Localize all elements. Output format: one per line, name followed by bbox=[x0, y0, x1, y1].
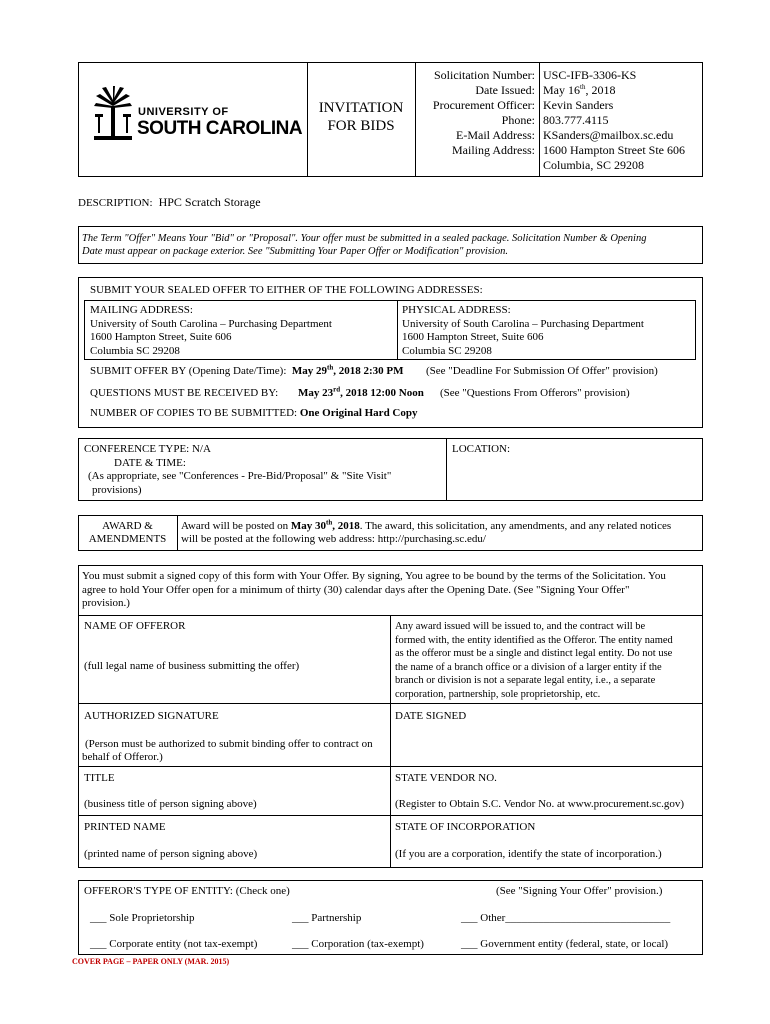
procurement-officer-label: Procurement Officer: bbox=[432, 98, 535, 112]
option-corporate-entity[interactable]: ___ Corporate entity (not tax-exempt) bbox=[90, 938, 258, 950]
mailing-address-label: Mailing Address: bbox=[452, 143, 535, 157]
award-label bbox=[78, 520, 177, 546]
state-incorporation-note: (If you are a corporation, identify the state of incorporation.) bbox=[395, 848, 662, 860]
date-issued-value: May 16th, 2018 bbox=[543, 83, 616, 97]
phone-value: 803.777.4115 bbox=[543, 113, 609, 127]
authorized-signature-field[interactable] bbox=[84, 724, 384, 738]
date-signed-label: DATE SIGNED bbox=[395, 710, 467, 722]
notice-line2: Date must appear on package exterior. See "Submitting Your Paper Offer or Modification" provision. bbox=[82, 246, 508, 257]
mailing-line2: 1600 Hampton Street, Suite 606 bbox=[90, 331, 232, 343]
procurement-officer-value: Kevin Sanders bbox=[543, 98, 614, 112]
offer-deadline-row bbox=[90, 365, 404, 377]
entity-note-line5: branch or division is not a separate legal entity, i.e., a separate bbox=[395, 675, 656, 686]
description-value: HPC Scratch Storage bbox=[158, 195, 261, 209]
physical-address-block bbox=[402, 304, 644, 358]
award-text bbox=[181, 520, 671, 546]
solicitation-number-value: USC-IFB-3306-KS bbox=[543, 68, 637, 82]
award-text-line1: Award will be posted on May 30th, 2018. The award, this solicitation, any amendments, and any related notices bbox=[181, 518, 672, 532]
offer-intro bbox=[82, 570, 666, 611]
conference-block bbox=[84, 443, 391, 497]
entity-note-line2: formed with, the entity identified as the Offeror. The entity named bbox=[395, 634, 673, 646]
questions-value: May 23rd, 2018 12:00 Noon bbox=[298, 385, 424, 399]
offer-deadline-note: (See "Deadline For Submission Of Offer" provision) bbox=[426, 365, 658, 377]
authorized-signature-label: AUTHORIZED SIGNATURE bbox=[84, 710, 219, 722]
title-line2: FOR BIDS bbox=[327, 118, 395, 134]
entity-type-see-note: (See "Signing Your Offer" provision.) bbox=[496, 885, 663, 897]
option-government-entity[interactable]: ___ Government entity (federal, state, or local) bbox=[461, 938, 669, 950]
copies-row bbox=[90, 407, 418, 419]
offer-grid-row1 bbox=[78, 703, 703, 704]
questions-label: QUESTIONS MUST BE RECEIVED BY: bbox=[90, 387, 279, 399]
printed-name-note: (printed name of person signing above) bbox=[84, 848, 258, 860]
offer-deadline-value: May 29th, 2018 2:30 PM bbox=[291, 363, 404, 377]
submit-heading: SUBMIT YOUR SEALED OFFER TO EITHER OF THE FOLLOWING ADDRESSES: bbox=[90, 284, 483, 296]
mailing-line3: Columbia SC 29208 bbox=[90, 344, 180, 357]
printed-name-label: PRINTED NAME bbox=[84, 821, 166, 833]
conference-divider bbox=[446, 438, 447, 501]
date-issued-label: Date Issued: bbox=[475, 83, 535, 97]
conference-note2: provisions) bbox=[92, 483, 142, 496]
title-label: TITLE bbox=[84, 772, 115, 784]
mailing-line1: University of South Carolina – Purchasing Department bbox=[90, 317, 332, 330]
title-note: (business title of person signing above) bbox=[84, 798, 257, 810]
physical-line2: 1600 Hampton Street, Suite 606 bbox=[402, 331, 544, 343]
email-value[interactable]: KSanders@mailbox.sc.edu bbox=[543, 128, 674, 142]
notice-line1: The Term "Offer" Means Your "Bid" or "Proposal". Your offer must be submitted in a sealed package. Solicitation Number & Opening bbox=[82, 233, 647, 244]
offer-grid-divider bbox=[390, 615, 391, 868]
offer-grid-row2 bbox=[78, 766, 703, 767]
signature-note-line1: (Person must be authorized to submit binding offer to contract on bbox=[85, 738, 373, 750]
award-label-line1: AWARD & bbox=[102, 520, 153, 532]
entity-note-line1: Any award issued will be issued to, and the contract will be bbox=[395, 621, 646, 632]
address-divider bbox=[397, 300, 398, 360]
option-sole-proprietorship[interactable]: ___ Sole Proprietorship bbox=[90, 912, 195, 924]
copies-value: One Original Hard Copy bbox=[299, 407, 418, 419]
title-line1: INVITATION bbox=[318, 100, 404, 116]
physical-line1: University of South Carolina – Purchasing Department bbox=[402, 317, 644, 330]
phone-label: Phone: bbox=[501, 113, 535, 127]
mailing-address-value: 1600 Hampton Street Ste 606 bbox=[543, 143, 685, 157]
signature-note-line2: behalf of Offeror.) bbox=[82, 751, 163, 763]
offer-intro-line2: agree to hold Your Offer open for a minimum of thirty (30) calendar days after the Opening Date. (See "Signing Your Offer" bbox=[82, 583, 630, 596]
offer-grid-row3 bbox=[78, 815, 703, 816]
mailing-heading: MAILING ADDRESS: bbox=[90, 304, 193, 316]
entity-note-line4: the name of a branch office or a division of a larger entity if the bbox=[395, 661, 662, 673]
mailing-address-block bbox=[90, 304, 332, 358]
conference-date: DATE & TIME: bbox=[114, 456, 186, 469]
award-label-line2: AMENDMENTS bbox=[88, 533, 167, 545]
option-other[interactable]: ___ Other______________________________ bbox=[461, 912, 671, 924]
mailing-address-city: Columbia, SC 29208 bbox=[543, 158, 645, 172]
state-vendor-label: STATE VENDOR NO. bbox=[395, 772, 497, 784]
name-of-offeror-field[interactable] bbox=[84, 635, 384, 655]
offer-intro-line1: You must submit a signed copy of this form with Your Offer. By signing, You agree to be bound by the terms of the Solicitation. You bbox=[82, 570, 666, 582]
footer-label: COVER PAGE – PAPER ONLY (MAR. 2015) bbox=[72, 957, 230, 966]
name-of-offeror-label: NAME OF OFFEROR bbox=[84, 620, 186, 632]
entity-note-line6: corporation, partnership, sole proprietorship, etc. bbox=[395, 688, 601, 700]
solicitation-number-label: Solicitation Number: bbox=[434, 68, 535, 82]
entity-note bbox=[395, 620, 673, 701]
name-of-offeror-note: (full legal name of business submitting the offer) bbox=[84, 660, 300, 672]
state-vendor-note: (Register to Obtain S.C. Vendor No. at www.procurement.sc.gov) bbox=[395, 798, 685, 810]
physical-line3: Columbia SC 29208 bbox=[402, 344, 492, 357]
state-incorporation-label: STATE OF INCORPORATION bbox=[395, 821, 536, 833]
location-label: LOCATION: bbox=[452, 443, 511, 455]
header-divider-3 bbox=[539, 62, 540, 177]
entity-note-line3: as the offeror must be a single and distinct legal entity. Do not use bbox=[395, 648, 673, 659]
notice-text bbox=[82, 232, 646, 258]
award-divider bbox=[177, 515, 178, 551]
physical-heading: PHYSICAL ADDRESS: bbox=[402, 304, 511, 316]
header-field-values bbox=[543, 68, 685, 173]
offer-deadline-label: SUBMIT OFFER BY (Opening Date/Time): bbox=[90, 365, 287, 377]
copies-label: NUMBER OF COPIES TO BE SUBMITTED: bbox=[90, 407, 298, 419]
questions-note: (See "Questions From Offerors" provision) bbox=[440, 387, 630, 399]
logo-south-carolina: SOUTH CAROLINA bbox=[137, 118, 303, 139]
date-signed-field[interactable] bbox=[395, 724, 695, 762]
authorized-signature-note bbox=[82, 738, 373, 764]
conference-note1: (As appropriate, see "Conferences - Pre-Bid/Proposal" & "Site Visit" bbox=[88, 470, 392, 482]
email-label: E-Mail Address: bbox=[456, 128, 535, 142]
offer-intro-line3: provision.) bbox=[82, 597, 130, 609]
entity-type-heading: OFFEROR'S TYPE OF ENTITY: (Check one) bbox=[84, 885, 290, 897]
option-corporation-tax-exempt[interactable]: ___ Corporation (tax-exempt) bbox=[292, 938, 424, 950]
description-label: DESCRIPTION: bbox=[78, 197, 153, 209]
conference-type: CONFERENCE TYPE: N/A bbox=[84, 443, 211, 455]
award-text-line2: will be posted at the following web address: http://purchasing.sc.edu/ bbox=[181, 533, 486, 545]
description bbox=[78, 195, 261, 210]
option-partnership[interactable]: ___ Partnership bbox=[292, 912, 362, 924]
palmetto-logo-icon bbox=[92, 86, 134, 144]
logo-university-of: UNIVERSITY OF bbox=[138, 106, 229, 118]
header-field-labels bbox=[416, 68, 535, 158]
